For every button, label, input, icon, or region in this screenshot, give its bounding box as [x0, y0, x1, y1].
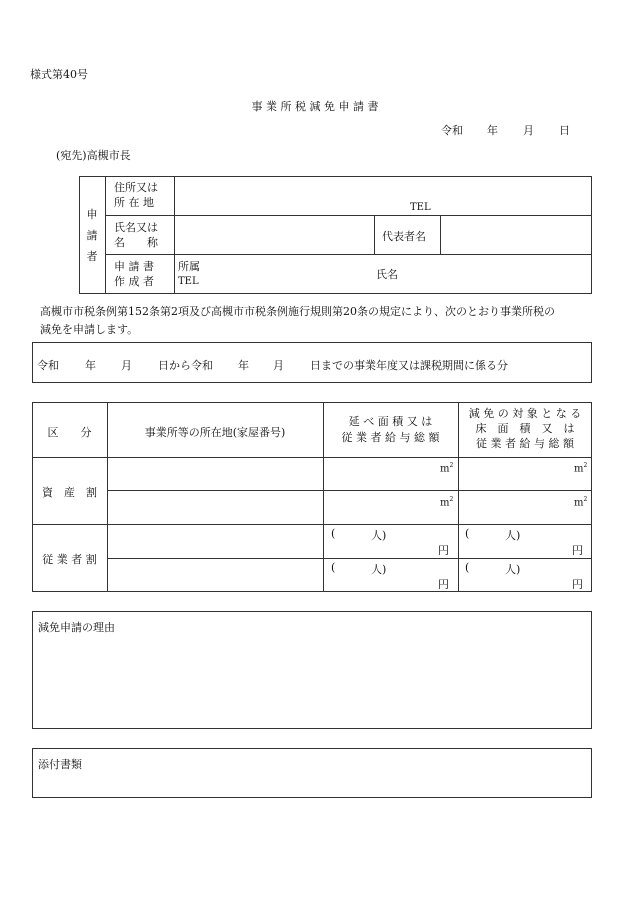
yen-unit: 円: [572, 544, 583, 557]
employee-label: 従 業 者 割: [42, 553, 97, 566]
header-exempt: 減 免 の 対 象 と な る 床 面 積 又 は 従 業 者 給 与 総 額: [468, 407, 582, 450]
date-era: 令和: [441, 124, 463, 137]
reason-label: 減免申請の理由: [38, 621, 115, 634]
period-from: 日から令和: [158, 359, 213, 372]
form-title: 事 業 所 税 減 免 申 請 書: [251, 100, 379, 113]
date-day: 日: [559, 124, 570, 137]
intro-text-line1: 高槻市市税条例第152条第2項及び高槻市市税条例施行規則第20条の規定により、次のとおり事業所税の: [40, 305, 555, 318]
people-open: (: [331, 561, 336, 574]
people-unit: 人): [371, 529, 387, 542]
preparer-name-label: 氏名: [376, 268, 398, 281]
representative-field[interactable]: [444, 218, 588, 251]
employee-location-field-1[interactable]: [108, 525, 322, 557]
asset-location-field-2[interactable]: [108, 491, 322, 523]
asset-location-field-1[interactable]: [108, 458, 322, 489]
date-year: 年: [487, 124, 498, 137]
intro-text-line2: 減免を申請します。: [40, 323, 139, 336]
area-unit: $m^2$: [574, 462, 588, 475]
attachments-label: 添付書類: [38, 758, 82, 771]
people-unit: 人): [505, 529, 521, 542]
period-year1: 年: [85, 359, 96, 372]
period-year2: 年: [238, 359, 249, 372]
yen-unit: 円: [572, 578, 583, 591]
asset-label: 資 産 割: [42, 486, 97, 499]
address-field[interactable]: [178, 180, 588, 200]
area-unit: $m^2$: [574, 496, 588, 509]
representative-label: 代表者名: [382, 230, 426, 243]
period-month2: 月: [273, 359, 284, 372]
area-unit: $m^2$: [440, 462, 454, 475]
header-total: 延 べ 面 積 又 は 従 業 者 給 与 総 額: [341, 415, 440, 444]
people-open: (: [465, 561, 470, 574]
area-unit: $m^2$: [440, 496, 454, 509]
form-number: 様式第40号: [30, 68, 88, 81]
period-month1: 月: [121, 359, 132, 372]
employee-location-field-2[interactable]: [108, 559, 322, 591]
date-month: 月: [523, 124, 534, 137]
attachments-box[interactable]: [32, 748, 592, 798]
people-unit: 人): [505, 563, 521, 576]
people-unit: 人): [371, 563, 387, 576]
header-category: 区 分: [47, 426, 92, 439]
yen-unit: 円: [438, 544, 449, 557]
yen-unit: 円: [438, 578, 449, 591]
period-era1: 令和: [37, 359, 59, 372]
preparer-affiliation: 所属 TEL: [178, 260, 200, 287]
name-label: 氏名又は 名 称: [114, 221, 158, 249]
period-to: 日までの事業年度又は課税期間に係る分: [310, 359, 508, 372]
preparer-label: 申 請 書 作 成 者: [114, 260, 154, 288]
people-open: (: [331, 527, 336, 540]
header-location: 事業所等の所在地(家屋番号): [144, 426, 286, 439]
applicant-tel-label: TEL: [410, 202, 431, 213]
name-field[interactable]: [178, 218, 370, 251]
reason-box[interactable]: [32, 611, 592, 729]
addressee: (宛先)高槻市長: [56, 149, 131, 162]
applicant-side-label: 申 請 者: [86, 208, 98, 263]
people-open: (: [465, 527, 470, 540]
address-label: 住所又は 所 在 地: [114, 181, 158, 209]
